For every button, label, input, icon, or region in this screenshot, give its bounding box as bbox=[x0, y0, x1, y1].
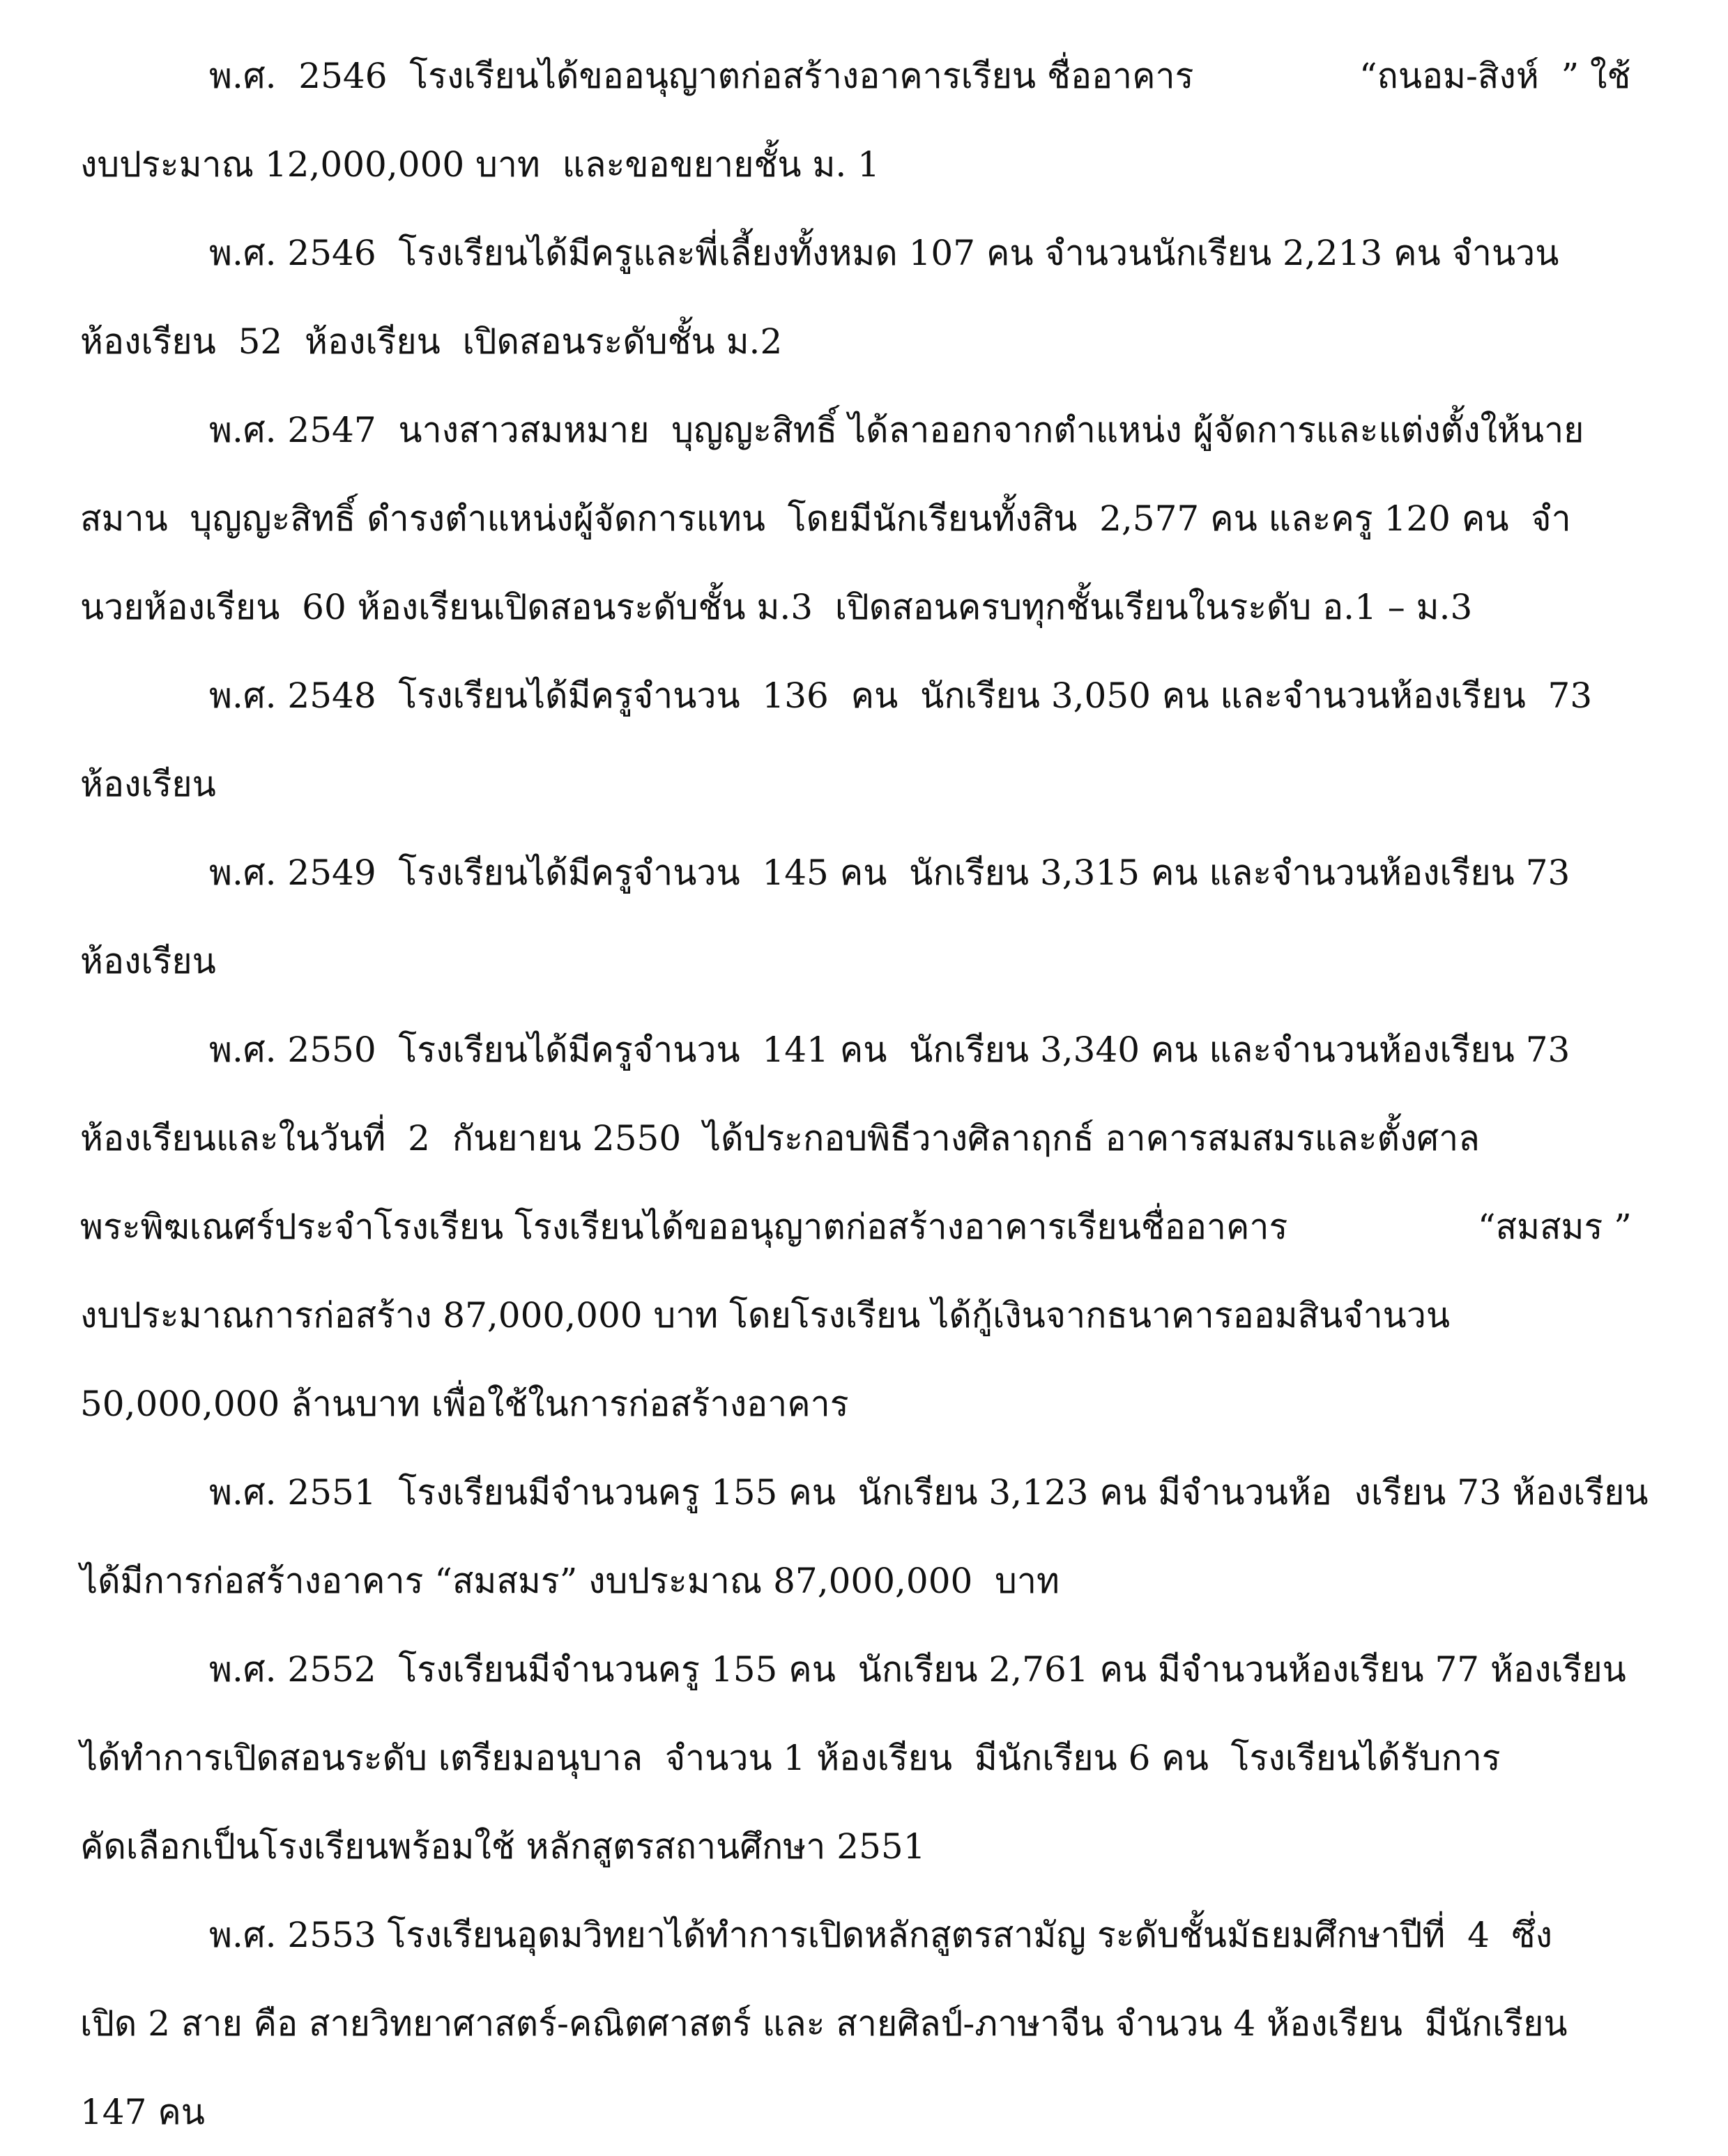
quoted-name: “ถนอม-สิงห์ ” ใช้ bbox=[1359, 56, 1631, 96]
text-line bbox=[0, 1537, 1728, 1625]
line-text: ห้องเรียน 52 ห้องเรียน เปิดสอนระดับชั้น ม.2 bbox=[80, 321, 783, 362]
text-line bbox=[0, 917, 1728, 1005]
text-line bbox=[0, 1448, 1728, 1536]
line-text: พระพิฆเณศร์ประจำโรงเรียน โรงเรียนได้ขออนุญาตก่อสร้างอาคารเรียนชื่ออาคาร bbox=[80, 1207, 1288, 1247]
line-text: พ.ศ. 2549 โรงเรียนได้มีครูจำนวน 145 คน นักเรียน 3,315 คน และจำนวนห้องเรียน 73 bbox=[209, 853, 1570, 893]
text-line bbox=[0, 475, 1728, 563]
line-text: งบประมาณการก่อสร้าง 87,000,000 บาท โดยโรงเรียน ได้กู้เงินจากธนาคารออมสินจำนวน bbox=[80, 1295, 1451, 1336]
text-line bbox=[0, 829, 1728, 917]
line-text: พ.ศ. 2553 โรงเรียนอุดมวิทยาได้ทำการเปิดหลักสูตรสามัญ ระดับชั้นมัธยมศึกษาปีที่ 4 ซึ่ง bbox=[209, 1915, 1553, 1955]
line-text: ได้มีการก่อสร้างอาคาร “สมสมร” งบประมาณ 87,000,000 บาท bbox=[80, 1561, 1060, 1601]
text-line bbox=[0, 1094, 1728, 1182]
text-line bbox=[0, 740, 1728, 828]
text-line bbox=[0, 1803, 1728, 1890]
line-text: พ.ศ. 2551 โรงเรียนมีจำนวนครู 155 คน นักเรียน 3,123 คน มีจำนวนห้อ งเรียน 73 ห้องเรียน bbox=[209, 1472, 1649, 1513]
text-line bbox=[0, 1360, 1728, 1448]
line-text: 50,000,000 ล้านบาท เพื่อใช้ในการก่อสร้างอาคาร bbox=[80, 1384, 849, 1424]
line-text: ห้องเรียน bbox=[80, 764, 216, 804]
line-text: ห้องเรียน bbox=[80, 941, 216, 981]
text-line bbox=[0, 298, 1728, 385]
text-line bbox=[0, 1271, 1728, 1359]
line-text: คัดเลือกเป็นโรงเรียนพร้อมใช้ หลักสูตรสถานศึกษา 2551 bbox=[80, 1826, 926, 1867]
text-line bbox=[0, 386, 1728, 474]
line-text: งบประมาณ 12,000,000 บาท และขอขยายชั้น ม. 1 bbox=[80, 144, 880, 185]
text-line bbox=[0, 1626, 1728, 1713]
text-line bbox=[0, 1183, 1728, 1271]
text-line bbox=[0, 1891, 1728, 1979]
text-line bbox=[0, 32, 1728, 120]
line-text: ได้ทำการเปิดสอนระดับ เตรียมอนุบาล จำนวน 1 ห้องเรียน มีนักเรียน 6 คน โรงเรียนได้รับการ bbox=[80, 1738, 1501, 1778]
line-text: นวยห้องเรียน 60 ห้องเรียนเปิดสอนระดับชั้น ม.3 เปิดสอนครบทุกชั้นเรียนในระดับ อ.1 – ม.3 bbox=[80, 587, 1473, 627]
line-text: พ.ศ. 2546 โรงเรียนได้ขออนุญาตก่อสร้างอาคารเรียน ชื่ออาคาร bbox=[209, 56, 1194, 96]
line-text: สมาน บุญญะสิทธิ์ ดำรงตำแหน่งผู้จัดการแทน โดยมีนักเรียนทั้งสิน 2,577 คน และครู 120 คน จำ bbox=[80, 498, 1571, 539]
text-line bbox=[0, 1714, 1728, 1802]
line-text: 147 คน bbox=[80, 2092, 205, 2132]
text-line bbox=[0, 209, 1728, 297]
line-text: พ.ศ. 2552 โรงเรียนมีจำนวนครู 155 คน นักเรียน 2,761 คน มีจำนวนห้องเรียน 77 ห้องเรียน bbox=[209, 1649, 1626, 1690]
text-line bbox=[0, 1980, 1728, 2067]
text-line bbox=[0, 121, 1728, 208]
line-text: ห้องเรียนและในวันที่ 2 กันยายน 2550 ได้ประกอบพิธีวางศิลาฤกธ์ อาคารสมสมรและตั้งศาล bbox=[80, 1118, 1480, 1159]
line-text: พ.ศ. 2550 โรงเรียนได้มีครูจำนวน 141 คน นักเรียน 3,340 คน และจำนวนห้องเรียน 73 bbox=[209, 1030, 1570, 1070]
text-line bbox=[0, 563, 1728, 651]
text-line bbox=[0, 1006, 1728, 1094]
text-line bbox=[0, 652, 1728, 740]
line-text: พ.ศ. 2548 โรงเรียนได้มีครูจำนวน 136 คน นักเรียน 3,050 คน และจำนวนห้องเรียน 73 bbox=[209, 675, 1593, 716]
line-text: เปิด 2 สาย คือ สายวิทยาศาสตร์-คณิตศาสตร์ และ สายศิลป์-ภาษาจีน จำนวน 4 ห้องเรียน มีนักเรียน bbox=[80, 2003, 1568, 2044]
line-text: พ.ศ. 2547 นางสาวสมหมาย บุญญะสิทธิ์ ได้ลาออกจากตำแหน่ง ผู้จัดการและแต่งตั้งให้นาย bbox=[209, 410, 1584, 450]
quoted-name: “สมสมร ” bbox=[1478, 1207, 1632, 1247]
text-line bbox=[0, 2068, 1728, 2156]
line-text: พ.ศ. 2546 โรงเรียนได้มีครูและพี่เลี้ยงทั้งหมด 107 คน จำนวนนักเรียน 2,213 คน จำนวน bbox=[209, 233, 1559, 273]
